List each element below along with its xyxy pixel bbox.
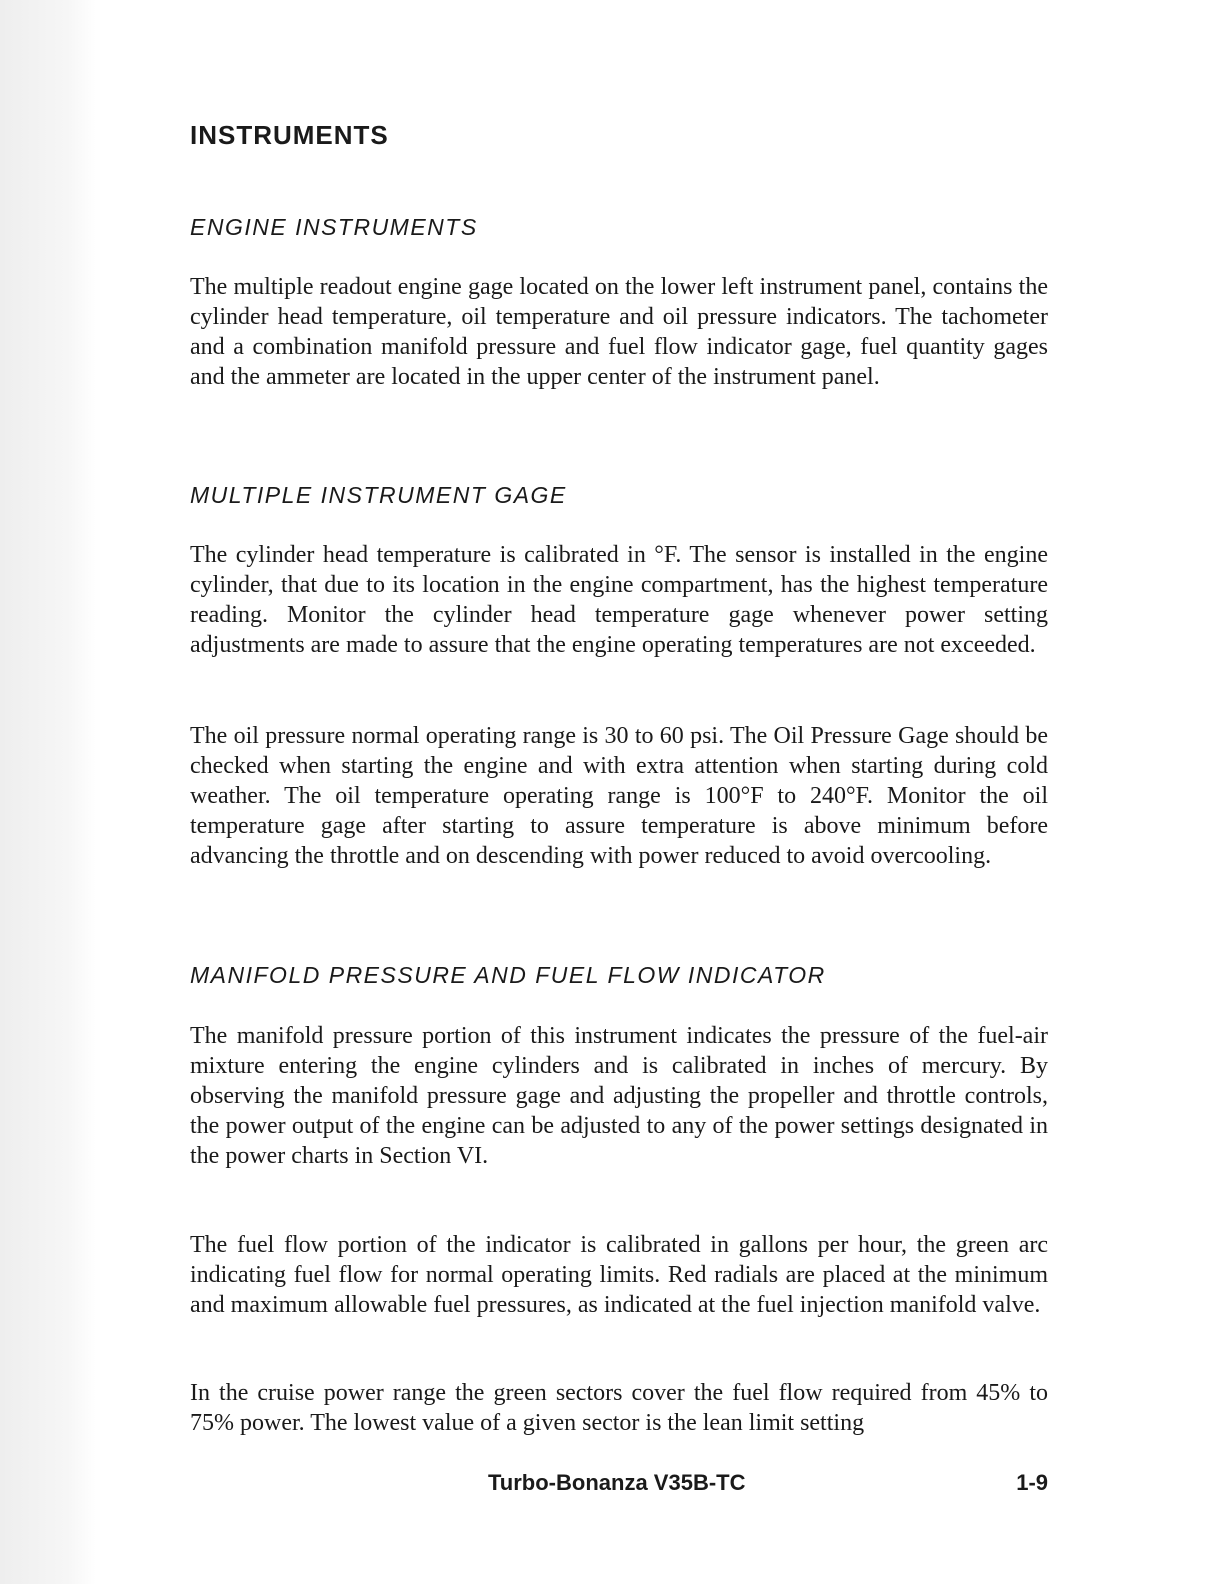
section-heading-multiple-instrument-gage: MULTIPLE INSTRUMENT GAGE — [190, 482, 567, 508]
page-scan-shadow — [0, 0, 96, 1584]
paragraph-oil-pressure: The oil pressure normal operating range is 30 to 60 psi. The Oil Pressure Gage should be checked when starting the engine and with extra attention when starting during cold weather. The oil temperature operating range is 100°F to 240°F. Monitor the oil temperature gage after starting to assure temperature is above minimum before advancing the throttle and on descending with power reduced to avoid overcooling. — [190, 723, 1048, 869]
page-number: 1-9 — [1016, 1470, 1048, 1495]
paragraph-cruise-power: In the cruise power range the green sectors cover the fuel flow required from 45% to 75% power. The lowest value of a given sector is the lean limit setting — [190, 1380, 1048, 1436]
paragraph-manifold-pressure: The manifold pressure portion of this instrument indicates the pressure of the fuel-air mixture entering the engine cylinders and is calibrated in inches of mercury. By observing the manifold pressure gage and adjusting the propeller and throttle controls, the power output of the engine can be adjusted to any of the power settings designated in the power charts in Section VI. — [190, 1023, 1048, 1169]
paragraph-cylinder-head-temperature: The cylinder head temperature is calibrated in °F. The sensor is installed in the engine cylinder, that due to its location in the engine compartment, has the highest temperature reading. Monitor the cylinder head temperature gage whenever power setting adjustments are made to assure that the engine operating temperatures are not exceeded. — [190, 542, 1048, 658]
paragraph-fuel-flow: The fuel flow portion of the indicator is calibrated in gallons per hour, the green arc indicating fuel flow for normal operating limits. Red radials are placed at the minimum and maximum allowable fuel pressures, as indicated at the fuel injection manifold valve. — [190, 1232, 1048, 1318]
paragraph-engine-instruments: The multiple readout engine gage located on the lower left instrument panel, contains the cylinder head temperature, oil temperature and oil pressure indicators. The tachometer and a combination manifold pressure and fuel flow indicator gage, fuel quantity gages and the ammeter are located in the upper center of the instrument panel. — [190, 274, 1048, 390]
section-heading-manifold-pressure-fuel-flow: MANIFOLD PRESSURE AND FUEL FLOW INDICATOR — [190, 962, 826, 988]
page-title: INSTRUMENTS — [190, 120, 389, 150]
section-heading-engine-instruments: ENGINE INSTRUMENTS — [190, 214, 478, 240]
footer-document-title: Turbo-Bonanza V35B-TC — [488, 1470, 746, 1495]
